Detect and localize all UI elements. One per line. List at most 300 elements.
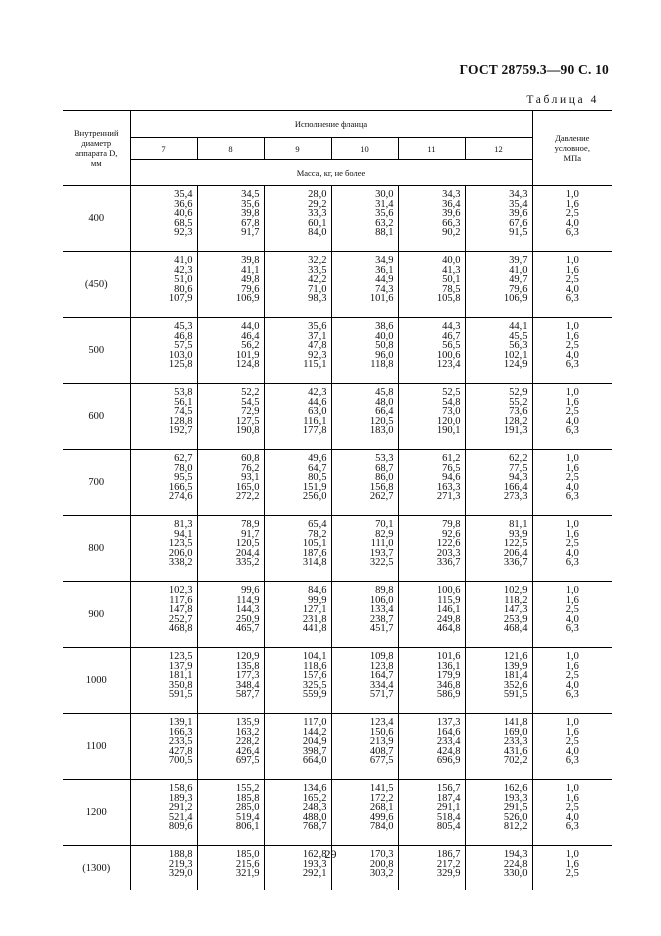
mass-value: 464,8	[436, 623, 461, 635]
mass-value: 91,5	[509, 227, 528, 239]
pressure-header-line: условное,	[554, 143, 590, 153]
mass-value: 468,8	[168, 623, 193, 635]
mass-value: 348,4	[235, 679, 260, 691]
mass-cell	[197, 252, 264, 318]
mass-cell	[465, 516, 532, 582]
mass-value: 322,5	[369, 557, 394, 569]
mass-value: 84,0	[308, 227, 327, 239]
mass-value: 586,9	[436, 689, 461, 701]
mass-value: 166,5	[168, 481, 193, 493]
mass-value: 123,4	[369, 717, 394, 728]
mass-value: 521,4	[168, 811, 193, 823]
mass-value: 213,9	[369, 736, 394, 748]
mass-value: 93,9	[509, 528, 528, 540]
mass-cell	[264, 516, 331, 582]
mass-value: 101,6	[369, 293, 394, 305]
mass-value: 41,1	[241, 264, 260, 276]
mass-value: 238,7	[369, 613, 394, 625]
mass-value: 123,8	[369, 660, 394, 672]
pressure-value: 1,0	[565, 783, 579, 794]
mass-cell	[130, 384, 197, 450]
mass-value: 54,8	[442, 396, 461, 408]
mass-value: 62,7	[174, 453, 193, 464]
table-row	[63, 252, 612, 318]
table-row	[63, 516, 612, 582]
mass-value: 526,0	[503, 811, 528, 823]
mass-value: 120,9	[235, 651, 260, 662]
pressure-value: 1,6	[565, 330, 579, 342]
mass-value: 52,2	[241, 387, 260, 398]
mass-value: 50,1	[442, 274, 461, 286]
mass-value: 518,4	[436, 811, 461, 823]
mass-value: 41,0	[509, 264, 528, 276]
mass-value: 250,9	[235, 613, 260, 625]
mass-value: 204,4	[235, 547, 260, 559]
diameter-header-line: аппарата D,	[75, 148, 118, 158]
pressure-value: 1,6	[565, 792, 579, 804]
mass-value: 65,4	[308, 519, 327, 530]
mass-value: 468,4	[503, 623, 528, 635]
mass-value: 63,0	[308, 406, 327, 418]
pressure-cell	[532, 252, 612, 318]
mass-cell	[197, 318, 264, 384]
pressure-header-line: Давление	[555, 133, 590, 143]
mass-cell	[465, 450, 532, 516]
mass-value: 78,9	[241, 519, 260, 530]
mass-value: 123,5	[168, 538, 193, 550]
mass-value: 111,0	[370, 538, 394, 550]
mass-cell	[398, 450, 465, 516]
diameter-cell: 1000	[63, 648, 130, 714]
mass-value: 137,3	[436, 717, 461, 728]
mass-value: 187,6	[302, 547, 327, 559]
mass-value: 53,3	[375, 453, 394, 464]
mass-value: 46,7	[442, 330, 461, 342]
mass-value: 165,0	[235, 481, 260, 493]
mass-value: 36,4	[442, 198, 461, 210]
mass-value: 190,1	[436, 425, 461, 437]
mass-value: 45,3	[174, 321, 193, 332]
mass-cell	[465, 582, 532, 648]
mass-value: 35,4	[509, 198, 528, 210]
mass-value: 116,1	[303, 415, 327, 427]
mass-value: 291,2	[168, 802, 193, 814]
mass-value: 156,7	[436, 783, 461, 794]
mass-value: 273,3	[503, 491, 528, 503]
mass-value: 664,0	[302, 755, 327, 767]
table-row	[63, 318, 612, 384]
mass-value: 109,8	[369, 651, 394, 662]
mass-value: 233,5	[168, 736, 193, 748]
mass-value: 165,2	[302, 792, 327, 804]
mass-value: 92,3	[174, 227, 193, 239]
mass-value: 591,5	[503, 689, 528, 701]
mass-value: 812,2	[503, 821, 528, 833]
mass-value: 329,0	[168, 868, 193, 880]
mass-value: 122,6	[436, 538, 461, 550]
mass-value: 137,9	[168, 660, 193, 672]
mass-value: 431,6	[503, 745, 528, 757]
mass-value: 249,8	[436, 613, 461, 625]
mass-value: 62,2	[509, 453, 528, 464]
mass-value: 591,5	[168, 689, 193, 701]
pressure-value: 1,0	[565, 387, 579, 398]
mass-value: 219,3	[168, 858, 193, 870]
mass-value: 106,9	[503, 293, 528, 305]
mass-value: 115,9	[437, 594, 461, 606]
pressure-cell	[532, 384, 612, 450]
pressure-value: 1,0	[565, 453, 579, 464]
pressure-value: 4,0	[565, 415, 579, 427]
mass-cell	[264, 318, 331, 384]
mass-cell	[465, 780, 532, 846]
mass-value: 44,6	[308, 396, 327, 408]
mass-value: 700,5	[168, 755, 193, 767]
mass-value: 47,8	[308, 340, 327, 352]
mass-value: 784,0	[369, 821, 394, 833]
mass-value: 677,5	[369, 755, 394, 767]
mass-value: 120,5	[235, 538, 260, 550]
mass-value: 63,2	[375, 217, 394, 229]
mass-value: 334,4	[369, 679, 394, 691]
mass-value: 166,4	[503, 481, 528, 493]
mass-cell	[465, 252, 532, 318]
mass-value: 336,7	[503, 557, 528, 569]
mass-value: 346,8	[436, 679, 461, 691]
mass-value: 42,3	[174, 264, 193, 276]
mass-value: 36,1	[375, 264, 394, 276]
mass-value: 192,7	[168, 425, 193, 437]
mass-value: 162,6	[503, 783, 528, 794]
mass-value: 571,7	[369, 689, 394, 701]
mass-value: 56,2	[241, 340, 260, 352]
pressure-value: 1,0	[565, 585, 579, 596]
mass-value: 34,3	[442, 189, 461, 200]
mass-value: 40,0	[375, 330, 394, 342]
mass-value: 206,4	[503, 547, 528, 559]
mass-cell	[130, 450, 197, 516]
mass-value: 587,7	[235, 689, 260, 701]
pressure-value: 2,5	[565, 274, 579, 286]
table-row	[63, 648, 612, 714]
mass-value: 185,8	[235, 792, 260, 804]
diameter-cell: 700	[63, 450, 130, 516]
pressure-value: 2,5	[565, 802, 579, 814]
mass-cell	[197, 648, 264, 714]
pressure-value: 4,0	[565, 349, 579, 361]
pressure-value: 1,0	[565, 651, 579, 662]
mass-value: 200,8	[369, 858, 394, 870]
mass-value: 163,2	[235, 726, 260, 738]
mass-value: 55,2	[509, 396, 528, 408]
mass-cell	[331, 648, 398, 714]
mass-value: 519,4	[235, 811, 260, 823]
mass-value: 78,5	[442, 283, 461, 295]
mass-value: 127,1	[302, 604, 327, 616]
mass-value: 335,2	[235, 557, 260, 569]
mass-value: 189,3	[168, 792, 193, 804]
mass-value: 805,4	[436, 821, 461, 833]
mass-value: 272,2	[235, 491, 260, 503]
mass-value: 128,2	[503, 415, 528, 427]
mass-value: 271,3	[436, 491, 461, 503]
mass-value: 125,8	[168, 359, 193, 371]
mass-value: 228,2	[235, 736, 260, 748]
mass-value: 107,9	[168, 293, 193, 305]
mass-value: 697,5	[235, 755, 260, 767]
mass-value: 144,2	[302, 726, 327, 738]
table-row	[63, 582, 612, 648]
mass-cell	[398, 186, 465, 252]
mass-value: 256,0	[302, 491, 327, 503]
mass-value: 41,0	[174, 255, 193, 266]
mass-value: 150,6	[369, 726, 394, 738]
mass-value: 156,8	[369, 481, 394, 493]
mass-value: 187,4	[436, 792, 461, 804]
mass-value: 86,0	[375, 472, 394, 484]
diameter-cell: 1100	[63, 714, 130, 780]
mass-value: 105,8	[436, 293, 461, 305]
mass-value: 135,9	[235, 717, 260, 728]
mass-cell	[130, 186, 197, 252]
table-row	[63, 186, 612, 252]
mass-value: 40,6	[174, 208, 193, 220]
mass-value: 35,6	[241, 198, 260, 210]
mass-value: 60,1	[308, 217, 327, 229]
mass-value: 120,5	[369, 415, 394, 427]
mass-value: 702,2	[503, 755, 528, 767]
mass-value: 123,4	[436, 359, 461, 371]
pressure-cell	[532, 450, 612, 516]
document-header: ГОСТ 28759.3—90 С. 10	[459, 62, 609, 77]
mass-value: 114,9	[236, 594, 260, 606]
mass-value: 76,5	[442, 462, 461, 474]
mass-value: 451,7	[369, 623, 394, 635]
pressure-value: 1,0	[565, 849, 579, 860]
mass-cell	[130, 648, 197, 714]
mass-cell	[197, 450, 264, 516]
mass-value: 314,8	[302, 557, 327, 569]
mass-value: 44,1	[509, 321, 528, 332]
pressure-value: 6,3	[565, 557, 579, 569]
mass-value: 81,3	[174, 519, 193, 530]
mass-cell	[264, 186, 331, 252]
mass-value: 81,1	[509, 519, 528, 530]
mass-cell	[398, 582, 465, 648]
mass-value: 34,3	[509, 189, 528, 200]
pressure-value: 6,3	[565, 755, 579, 767]
pressure-value: 2,5	[565, 472, 579, 484]
diameter-header-line: Внутренний	[73, 128, 119, 138]
mass-value: 291,5	[503, 802, 528, 814]
mass-value: 77,5	[509, 462, 528, 474]
execution-number-header: 12	[494, 143, 503, 154]
pressure-value: 4,0	[565, 481, 579, 493]
mass-value: 51,0	[174, 274, 193, 286]
mass-value: 99,9	[308, 594, 327, 606]
mass-value: 248,3	[302, 802, 327, 814]
mass-cell	[130, 780, 197, 846]
mass-value: 39,8	[241, 208, 260, 220]
mass-value: 274,6	[168, 491, 193, 503]
mass-value: 40,0	[442, 255, 461, 266]
mass-value: 147,8	[168, 604, 193, 616]
mass-value: 166,3	[168, 726, 193, 738]
mass-value: 193,7	[369, 547, 394, 559]
mass-value: 177,3	[235, 670, 260, 682]
mass-value: 441,8	[302, 623, 327, 635]
pressure-cell	[532, 582, 612, 648]
mass-value: 61,2	[442, 453, 461, 464]
mass-value: 102,3	[168, 585, 193, 596]
mass-cell	[197, 186, 264, 252]
mass-cell	[264, 252, 331, 318]
mass-value: 48,0	[375, 396, 394, 408]
mass-value: 203,3	[436, 547, 461, 559]
table-row	[63, 384, 612, 450]
mass-value: 57,5	[174, 340, 193, 352]
mass-value: 94,6	[442, 472, 461, 484]
mass-cell	[398, 384, 465, 450]
mass-value: 146,1	[436, 604, 461, 616]
diameter-cell: 900	[63, 582, 130, 648]
data-table	[63, 110, 612, 890]
mass-value: 84,6	[308, 585, 327, 596]
mass-value: 79,6	[509, 283, 528, 295]
mass-value: 338,2	[168, 557, 193, 569]
mass-value: 292,1	[302, 868, 327, 880]
mass-cell	[331, 516, 398, 582]
mass-value: 96,0	[375, 349, 394, 361]
pressure-value: 1,6	[565, 726, 579, 738]
page-number: 29	[324, 847, 337, 861]
pressure-value: 6,3	[565, 293, 579, 305]
mass-value: 90,2	[442, 227, 461, 239]
mass-value: 120,0	[436, 415, 461, 427]
mass-value: 45,8	[375, 387, 394, 398]
mass-cell	[331, 252, 398, 318]
pressure-header	[532, 111, 612, 186]
pressure-value: 1,6	[565, 198, 579, 210]
mass-value: 352,6	[503, 679, 528, 691]
mass-value: 39,7	[509, 255, 528, 266]
pressure-value: 6,3	[565, 491, 579, 503]
mass-value: 118,2	[504, 594, 528, 606]
mass-value: 70,1	[375, 519, 394, 530]
mass-value: 94,1	[174, 528, 193, 540]
mass-value: 139,9	[503, 660, 528, 672]
mass-cell	[197, 714, 264, 780]
pressure-value: 4,0	[565, 547, 579, 559]
execution-number-header: 10	[331, 138, 398, 160]
pressure-header-line: МПа	[563, 153, 582, 163]
mass-value: 104,1	[302, 651, 327, 662]
mass-value: 39,6	[509, 208, 528, 220]
mass-value: 78,0	[174, 462, 193, 474]
diameter-header-line: мм	[90, 158, 102, 168]
pressure-value: 1,0	[565, 519, 579, 530]
mass-value: 39,8	[241, 255, 260, 266]
mass-value: 330,0	[503, 868, 528, 880]
mass-value: 67,8	[241, 217, 260, 229]
mass-value: 80,5	[308, 472, 327, 484]
pressure-value: 4,0	[565, 283, 579, 295]
mass-value: 117,0	[303, 717, 327, 728]
mass-value: 94,3	[509, 472, 528, 484]
mass-cell	[331, 450, 398, 516]
mass-value: 136,1	[436, 660, 461, 672]
pressure-cell	[532, 648, 612, 714]
pressure-value: 1,6	[565, 594, 579, 606]
mass-value: 134,6	[302, 783, 327, 794]
mass-value: 181,1	[168, 670, 193, 682]
mass-value: 33,5	[308, 264, 327, 276]
mass-value: 427,8	[168, 745, 193, 757]
table-row	[63, 780, 612, 846]
mass-value: 408,7	[369, 745, 394, 757]
pressure-value: 4,0	[565, 679, 579, 691]
mass-value: 89,8	[375, 585, 394, 596]
pressure-value: 6,3	[565, 227, 579, 239]
mass-value: 101,6	[436, 651, 461, 662]
mass-value: 71,0	[308, 283, 327, 295]
mass-value: 135,8	[235, 660, 260, 672]
mass-value: 162,8	[302, 849, 327, 860]
mass-value: 73,0	[442, 406, 461, 418]
diameter-cell: 500	[63, 318, 130, 384]
mass-value: 98,3	[308, 293, 327, 305]
mass-value: 52,9	[509, 387, 528, 398]
pressure-value: 4,0	[565, 745, 579, 757]
mass-value: 321,9	[235, 868, 260, 880]
mass-value: 106,0	[369, 594, 394, 606]
mass-value: 133,4	[369, 604, 394, 616]
mass-value: 426,4	[235, 745, 260, 757]
mass-value: 92,6	[442, 528, 461, 540]
pressure-value: 6,3	[565, 359, 579, 371]
mass-value: 147,3	[503, 604, 528, 616]
mass-value: 806,1	[235, 821, 260, 833]
mass-cell	[264, 450, 331, 516]
mass-value: 233,4	[436, 736, 461, 748]
pressure-value: 2,5	[565, 670, 579, 682]
mass-value: 78,2	[308, 528, 327, 540]
mass-value: 398,7	[302, 745, 327, 757]
mass-value: 93,1	[241, 472, 260, 484]
mass-value: 350,8	[168, 679, 193, 691]
mass-value: 291,1	[436, 802, 461, 814]
mass-value: 188,8	[168, 849, 193, 860]
mass-value: 79,6	[241, 283, 260, 295]
mass-value: 186,7	[436, 849, 461, 860]
mass-value: 37,1	[308, 330, 327, 342]
mass-value: 169,0	[503, 726, 528, 738]
execution-number-header: 8	[197, 138, 264, 160]
mass-value: 39,6	[442, 208, 461, 220]
mass-value: 118,6	[303, 660, 327, 672]
mass-cell	[197, 516, 264, 582]
mass-value: 253,9	[503, 613, 528, 625]
mass-cell	[331, 780, 398, 846]
pressure-value: 1,0	[565, 717, 579, 728]
mass-value: 74,5	[174, 406, 193, 418]
mass-value: 285,0	[235, 802, 260, 814]
mass-value: 91,7	[241, 528, 260, 540]
mass-value: 46,4	[241, 330, 260, 342]
mass-value: 217,2	[436, 858, 461, 870]
mass-value: 74,3	[375, 283, 394, 295]
mass-value: 88,1	[375, 227, 394, 239]
